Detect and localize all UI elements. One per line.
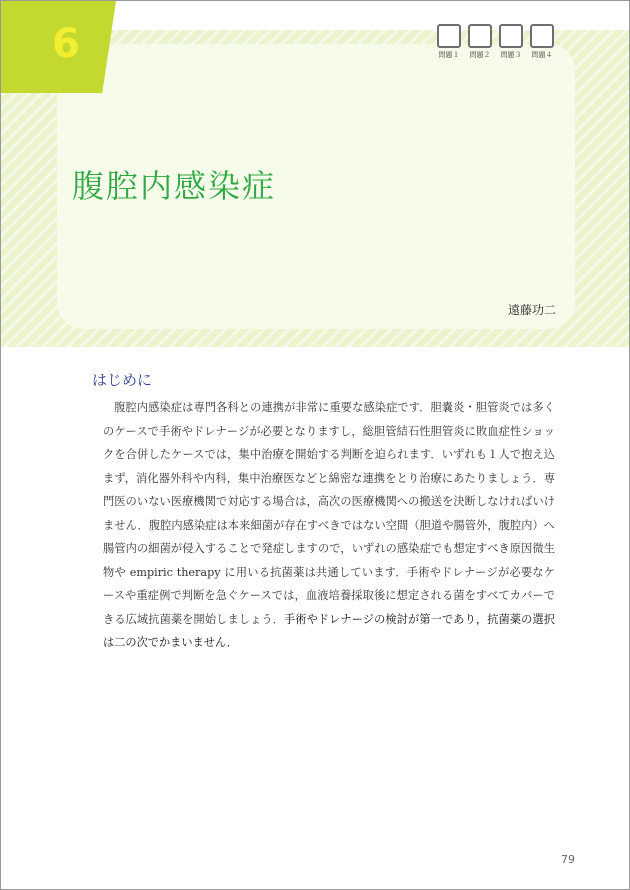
problem-checkboxes (437, 24, 554, 60)
checkbox-icon[interactable] (530, 24, 554, 48)
problem-checkbox-label: 問題３ (500, 51, 522, 59)
checkbox-icon[interactable] (499, 24, 523, 48)
intro-paragraph-text: 腹腔内感染症は専門各科との連携が非常に重要な感染症です．胆嚢炎・胆管炎では多くのケースで手術やドレナージが必要となりますし，総胆管結石性胆管炎に敗血症性ショックを合併したケースでは，集中治療を開始する判断を迫られます．いずれも１人で抱え込まず，消化器外科や内科，集中治療医などと綿密な連携をとり治療にあたりましょう．専門医のいない医療機関で対応する場合は，高次の医療機関への搬送を決断しなければいけません．腹腔内感染症は本来細菌が存在すべきではない空間（胆道や腸管外，腹腔内）へ腸管内の細菌が侵入することで発症しますので，いずれの感染症でも想定すべき原因微生物や empiric therapy に用いる抗菌薬は共通しています．手術やドレナージが必要なケースや重症例で判断を急ぐケースでは，血液培養採取後に想定される菌をすべてカバーできる広域抗菌薬を開始しましょう． (103, 401, 555, 626)
problem-checkbox-4[interactable] (530, 24, 554, 60)
intro-emphasis: 手術やドレナージの検討が第一であり，抗菌薬の選択は二の次でかまいません． (103, 612, 555, 649)
chapter-number: 6 (52, 21, 80, 67)
chapter-title: 腹腔内感染症 (72, 167, 277, 205)
intro-paragraph (103, 396, 555, 655)
author-name: 遠藤功二 (507, 303, 556, 317)
problem-checkbox-label: 問題２ (469, 51, 491, 59)
problem-checkbox-label: 問題４ (531, 51, 553, 59)
problem-checkbox-label: 問題１ (438, 51, 460, 59)
problem-checkbox-2[interactable] (468, 24, 492, 60)
problem-checkbox-1[interactable] (437, 24, 461, 60)
checkbox-icon[interactable] (437, 24, 461, 48)
page-number: 79 (561, 853, 575, 866)
problem-checkbox-3[interactable] (499, 24, 523, 60)
section-heading: はじめに (92, 371, 153, 389)
checkbox-icon[interactable] (468, 24, 492, 48)
